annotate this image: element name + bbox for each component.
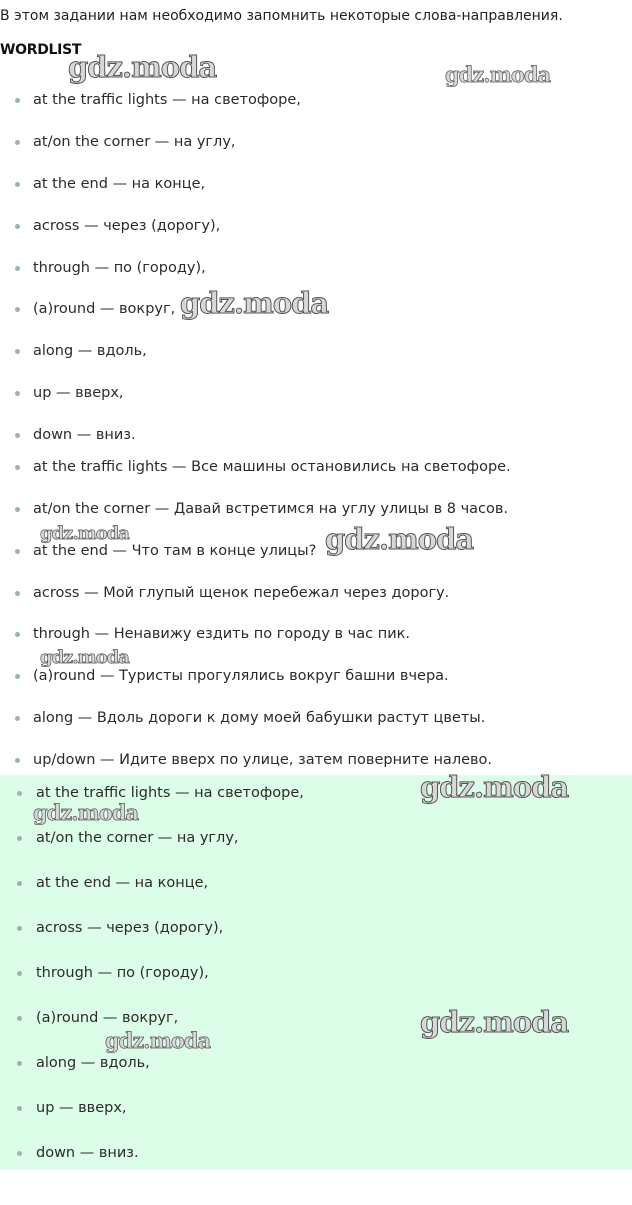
wordlist-heading: WORDLIST — [0, 42, 82, 58]
bullet-icon — [15, 507, 20, 512]
watermark: gdz.moda — [420, 770, 569, 804]
answer-block — [0, 775, 632, 1170]
list-item: down — вниз. — [0, 1143, 139, 1163]
list-item: up — вверх, — [0, 1098, 127, 1118]
bullet-icon — [17, 1106, 22, 1111]
list-item: at/on the corner — на углу, — [0, 132, 236, 152]
list-item: along — Вдоль дороги к дому моей бабушки растут цветы. — [0, 708, 485, 728]
bullet-icon — [15, 674, 20, 679]
bullet-icon — [15, 549, 20, 554]
bullet-icon — [15, 224, 20, 229]
bullet-icon — [15, 716, 20, 721]
list-item: along — вдоль, — [0, 1053, 150, 1073]
watermark: gdz.moda — [40, 647, 129, 668]
bullet-icon — [17, 926, 22, 931]
list-item: up/down — Идите вверх по улице, затем поверните налево. — [0, 750, 492, 770]
list-item: at the end — на конце, — [0, 174, 205, 194]
bullet-icon — [17, 791, 22, 796]
watermark: gdz.moda — [33, 800, 139, 825]
watermark: gdz.moda — [40, 523, 129, 544]
list-item: along — вдоль, — [0, 341, 147, 361]
watermark: gdz.moda — [420, 1005, 569, 1039]
bullet-icon — [17, 1061, 22, 1066]
bullet-icon — [17, 1151, 22, 1156]
list-item: across — через (дорогу), — [0, 918, 223, 938]
bullet-icon — [15, 98, 20, 103]
watermark: gdz.moda — [325, 522, 474, 556]
bullet-icon — [15, 591, 20, 596]
bullet-icon — [15, 349, 20, 354]
list-item: at the traffic lights — на светофоре, — [0, 90, 301, 110]
bullet-icon — [15, 266, 20, 271]
list-item: through — Ненавижу ездить по городу в час пик. — [0, 624, 410, 644]
bullet-icon — [15, 433, 20, 438]
list-item: at/on the corner — Давай встретимся на углу улицы в 8 часов. — [0, 499, 508, 519]
list-item: up — вверх, — [0, 383, 124, 403]
list-item: (a)round — вокруг, — [0, 299, 175, 319]
bullet-icon — [17, 881, 22, 886]
list-item: at the end — на конце, — [0, 873, 208, 893]
bullet-icon — [15, 758, 20, 763]
list-item: across — через (дорогу), — [0, 216, 220, 236]
list-item: through — по (городу), — [0, 963, 209, 983]
list-item: at the traffic lights — на светофоре, — [0, 783, 304, 803]
watermark: gdz.moda — [68, 50, 217, 84]
watermark: gdz.moda — [105, 1028, 211, 1053]
intro-text: В этом задании нам необходимо запомнить некоторые слова-направления. — [0, 8, 563, 24]
list-item: across — Мой глупый щенок перебежал через дорогу. — [0, 583, 449, 603]
bullet-icon — [17, 971, 22, 976]
list-item: at the traffic lights — Все машины остановились на светофоре. — [0, 457, 511, 477]
bullet-icon — [15, 140, 20, 145]
list-item: through — по (городу), — [0, 258, 206, 278]
list-item: at the end — Что там в конце улицы? — [0, 541, 316, 561]
bullet-icon — [17, 1016, 22, 1021]
bullet-icon — [15, 391, 20, 396]
list-item: at/on the corner — на углу, — [0, 828, 239, 848]
list-item: (a)round — Туристы прогулялись вокруг башни вчера. — [0, 666, 449, 686]
bullet-icon — [15, 307, 20, 312]
watermark: gdz.moda — [180, 286, 329, 320]
bullet-icon — [15, 465, 20, 470]
list-item: (a)round — вокруг, — [0, 1008, 178, 1028]
bullet-icon — [15, 182, 20, 187]
bullet-icon — [15, 632, 20, 637]
list-item: down — вниз. — [0, 425, 136, 445]
bullet-icon — [17, 836, 22, 841]
watermark: gdz.moda — [445, 62, 551, 87]
